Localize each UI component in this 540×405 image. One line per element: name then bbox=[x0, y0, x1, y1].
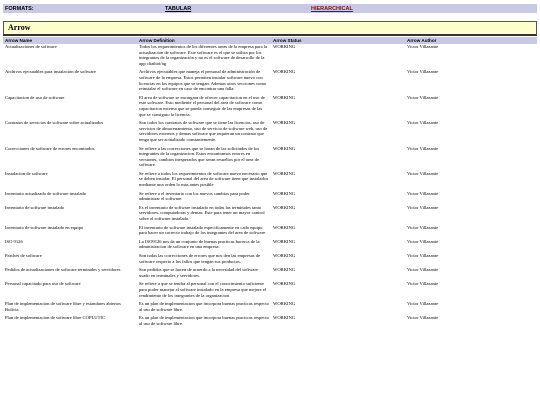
arrow-definition-cell: Se refiere a todos los requerimientos de software nuevo necesario que se deben instalar. El personal del area de software tiene que instalarlos mediante una orden lo mas antes posible bbox=[139, 170, 269, 188]
arrow-author-cell: Victor Villazante bbox=[407, 94, 439, 100]
arrow-author-cell: Victor Villazante bbox=[407, 301, 439, 307]
table-row bbox=[3, 281, 537, 301]
arrow-definition-cell: Se refiere a el inventario con los nuevos cambios para poder administrar el software. bbox=[139, 190, 250, 202]
hierarchical-link[interactable]: HIERARCHICAL bbox=[311, 5, 353, 12]
arrow-name-cell: Instalacion de software bbox=[5, 170, 48, 176]
page-title-box bbox=[3, 21, 537, 36]
table-row bbox=[3, 267, 537, 281]
arrow-status-cell: WORKING bbox=[273, 44, 296, 49]
tabular-link[interactable]: TABULAR bbox=[165, 5, 192, 12]
table-row bbox=[3, 253, 537, 267]
arrow-name-cell: Pedidos de actualizaciones de software terminales y servidores bbox=[5, 267, 121, 273]
arrow-name-cell: Correcciones de software de errores encontrados bbox=[5, 145, 95, 151]
column-header-name: Arrow Name bbox=[3, 37, 137, 44]
arrow-status-cell: WORKING bbox=[273, 315, 296, 321]
arrow-author-cell: Victor Villazante bbox=[407, 170, 439, 176]
arrow-author-cell: Victor Villazante bbox=[407, 44, 439, 49]
arrow-author-cell: Victor Villazante bbox=[407, 120, 439, 126]
arrow-name-cell: Inventario de software instalado en equipo bbox=[5, 224, 84, 230]
arrow-author-cell: Victor Villazante bbox=[407, 204, 439, 210]
arrow-author-cell: Victor Villazante bbox=[407, 315, 439, 321]
arrow-status-cell: WORKING bbox=[273, 190, 296, 196]
arrow-name-cell: Contratos de servicios de software sobre actualizados bbox=[5, 120, 104, 126]
table-row bbox=[3, 225, 537, 239]
formats-label: FORMATS: bbox=[5, 5, 34, 12]
table-row bbox=[3, 146, 537, 171]
column-header-status: Arrow Status bbox=[271, 37, 405, 44]
arrow-status-cell: WORKING bbox=[273, 301, 296, 307]
arrow-author-cell: Victor Villazante bbox=[407, 145, 439, 151]
table-row bbox=[3, 44, 537, 69]
arrow-status-cell: WORKING bbox=[273, 120, 296, 126]
table-row bbox=[3, 191, 537, 205]
table-header-row bbox=[3, 37, 537, 44]
table-row bbox=[3, 239, 537, 253]
column-header-definition: Arrow Definition bbox=[137, 37, 271, 44]
arrow-definition-cell: Son todos los contratos de software que se tiene las licencias, aso de servicios de almacenamiento, uso de servicio de software web, uso de servidores externos y demas software que requieran un contrato que tenga que ser actualizado constantemente. bbox=[139, 120, 268, 142]
format-bar bbox=[3, 4, 537, 13]
table-row bbox=[3, 171, 537, 191]
arrow-definition-cell: Todos los requerimientos de los diferentes areas de la empresa para la actualizacion de software. Este software es el que se utiliza por los integrantes de la organización y no es el software de desarrollo de la app chatbot/ng bbox=[139, 44, 268, 66]
arrow-definition-cell: Es un plan de implementacion que incorpora buenas practicas respecto al uso de software libre. bbox=[139, 315, 269, 326]
arrow-table bbox=[3, 37, 537, 330]
arrow-status-cell: WORKING bbox=[273, 224, 296, 230]
arrow-definition-cell: Archivos ejecutables que maneja el personal de administración de software de la empresa. Estos permiten instalar software nuevo con licencias en los equipos que se tengan. Ademas otros secciones como reinstalar el software en caso de encontrar una falla. bbox=[139, 69, 267, 92]
arrow-definition-cell: Son todas las correcciones de errores que nos den las empresas de software respecto a los fallos que tengan sus productos. bbox=[139, 253, 261, 264]
arrow-definition-cell: Son pedidos que se hacen de acuerdo a la necesidad del software usado en terminales y servidores. bbox=[139, 267, 259, 278]
page-title: Arrow bbox=[8, 23, 31, 32]
table-row bbox=[3, 69, 537, 94]
arrow-definition-cell: Es un plan de implementacion que incorpora buenas practicas respecto al uso de software libre. bbox=[139, 301, 269, 312]
arrow-name-cell: Personal capacitado para uso de software bbox=[5, 281, 81, 287]
arrow-name-cell: Actualizaciones de software bbox=[5, 44, 57, 49]
arrow-definition-cell: El area de software se encargara de ofrecer capacitacion en el uso de este software. Esto mediente el personal del area de software como capacitacion externa que se pueda conseguir de las empresas de las que se consiguio la licencia. bbox=[139, 94, 265, 117]
arrow-definition-cell: El inventario de software instalado especificamente en cada equipo para hacer un correcto trabajo de los integrantes del area de software. bbox=[139, 224, 267, 236]
arrow-author-cell: Victor Villazante bbox=[407, 69, 439, 75]
arrow-author-cell: Victor Villazante bbox=[407, 224, 439, 230]
arrow-status-cell: WORKING bbox=[273, 94, 296, 100]
arrow-status-cell: WORKING bbox=[273, 281, 296, 287]
arrow-status-cell: WORKING bbox=[273, 253, 296, 258]
arrow-status-cell: WORKING bbox=[273, 267, 296, 273]
arrow-name-cell: Archivos ejecutables para instalación de software bbox=[5, 69, 96, 75]
arrow-definition-cell: Es el inventario de software instalado en todas las terminales tanto servidores, computadoras y demas. Este para tener un mayor control sobre el software instalado. bbox=[139, 204, 265, 222]
arrow-name-cell: Capacitacion de uso de software bbox=[5, 94, 65, 100]
arrow-author-cell: Victor Villazante bbox=[407, 253, 439, 258]
arrow-status-cell: WORKING bbox=[273, 238, 296, 244]
table-row bbox=[3, 301, 537, 315]
arrow-name-cell: Parches de software bbox=[5, 253, 42, 258]
arrow-author-cell: Victor Villazante bbox=[407, 238, 439, 244]
arrow-name-cell: Inventario de software instalado bbox=[5, 204, 65, 210]
table-row bbox=[3, 205, 537, 225]
arrow-status-cell: WORKING bbox=[273, 145, 296, 151]
arrow-definition-cell: La ISO9126 nos da un conjunto de buenas practicas hacerca de la administracion de software en una empresa. bbox=[139, 238, 260, 250]
table-row bbox=[3, 95, 537, 120]
arrow-status-cell: WORKING bbox=[273, 204, 296, 210]
arrow-name-cell: Plan de implementacion de software libre COPLUTIC bbox=[5, 315, 106, 321]
table-row bbox=[3, 120, 537, 145]
arrow-name-cell: Plan de implementacion de software libre y estandares abiertos Bolivia bbox=[5, 301, 121, 312]
table-row bbox=[3, 315, 537, 329]
arrow-name-cell: ISO 9126 bbox=[5, 238, 23, 244]
arrow-author-cell: Victor Villazante bbox=[407, 267, 439, 273]
arrow-status-cell: WORKING bbox=[273, 69, 296, 75]
arrow-definition-cell: Se refiere a que se tendra al personal con el conocimiento suficiente para poder manejar el software instalado en la empresa que mejore el rendimiento de los integrantes de la organizacion bbox=[139, 281, 267, 298]
column-header-author: Arrow Author bbox=[405, 37, 537, 44]
arrow-status-cell: WORKING bbox=[273, 170, 296, 176]
arrow-name-cell: Inventario actualizado de software instalado bbox=[5, 190, 87, 196]
arrow-author-cell: Victor Villazante bbox=[407, 281, 439, 287]
arrow-author-cell: Victor Villazante bbox=[407, 190, 439, 196]
arrow-definition-cell: Se refiere a las correcciones que se haran de las solicitudes de los integrantes de la organizacion. Estos encontramos errores en versiones, cambios inesperados que seran resueltos por el area de software. bbox=[139, 145, 260, 168]
